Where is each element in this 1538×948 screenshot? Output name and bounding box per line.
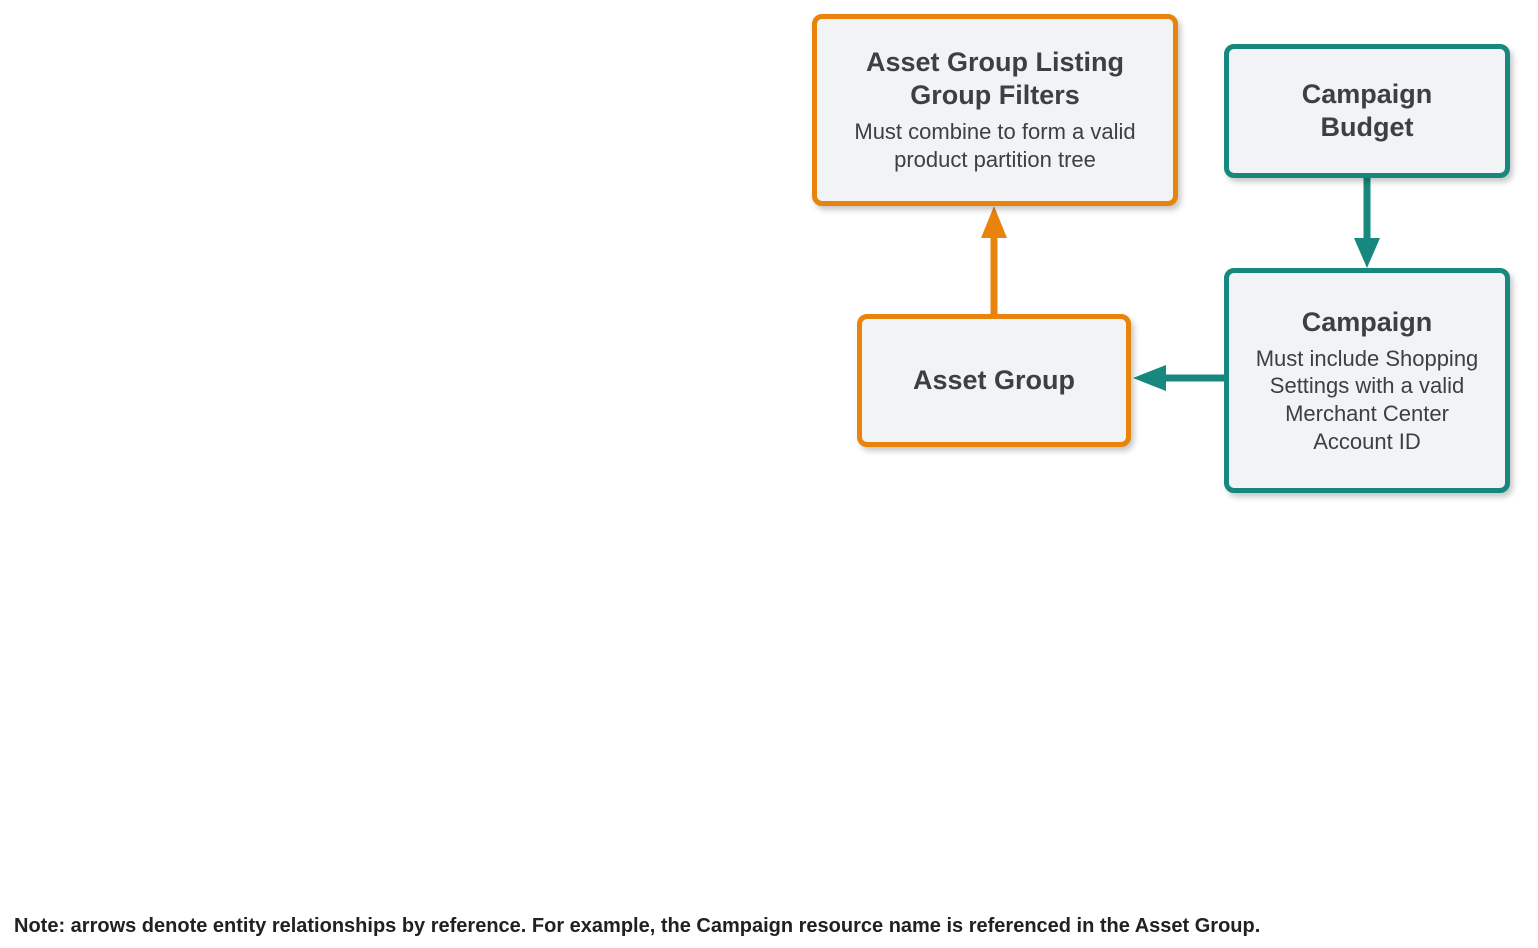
node-title: Campaign [1301, 306, 1433, 337]
node-title: Asset Group [912, 365, 1076, 396]
arrow-asset-group-to-listing-filters [981, 206, 1007, 314]
arrow-campaign-to-asset-group [1133, 365, 1224, 391]
footnote-text: Note: arrows denote entity relationships by reference. For example, the Campaign resource name is referenced in the Asset Group. [14, 915, 1261, 937]
node-asset-group-listing-group-filters[interactable] [812, 14, 1178, 206]
node-campaign[interactable] [1224, 268, 1510, 493]
node-asset-group[interactable] [857, 314, 1131, 447]
node-title [1302, 78, 1433, 144]
node-title-line2: Budget [1320, 112, 1414, 142]
node-title-line1: Asset Group Listing [865, 47, 1125, 78]
node-subtitle: Must combine to form a valid product partition tree [854, 119, 1136, 172]
node-title [866, 46, 1124, 112]
node-title-line2: Group Filters [910, 80, 1080, 111]
node-title-line1: Campaign [1301, 79, 1433, 110]
arrow-campaign-budget-to-campaign [1354, 178, 1380, 268]
node-campaign-budget[interactable] [1224, 44, 1510, 178]
node-subtitle: Must include Shopping Settings with a valid Merchant Center Account ID [1255, 345, 1479, 454]
